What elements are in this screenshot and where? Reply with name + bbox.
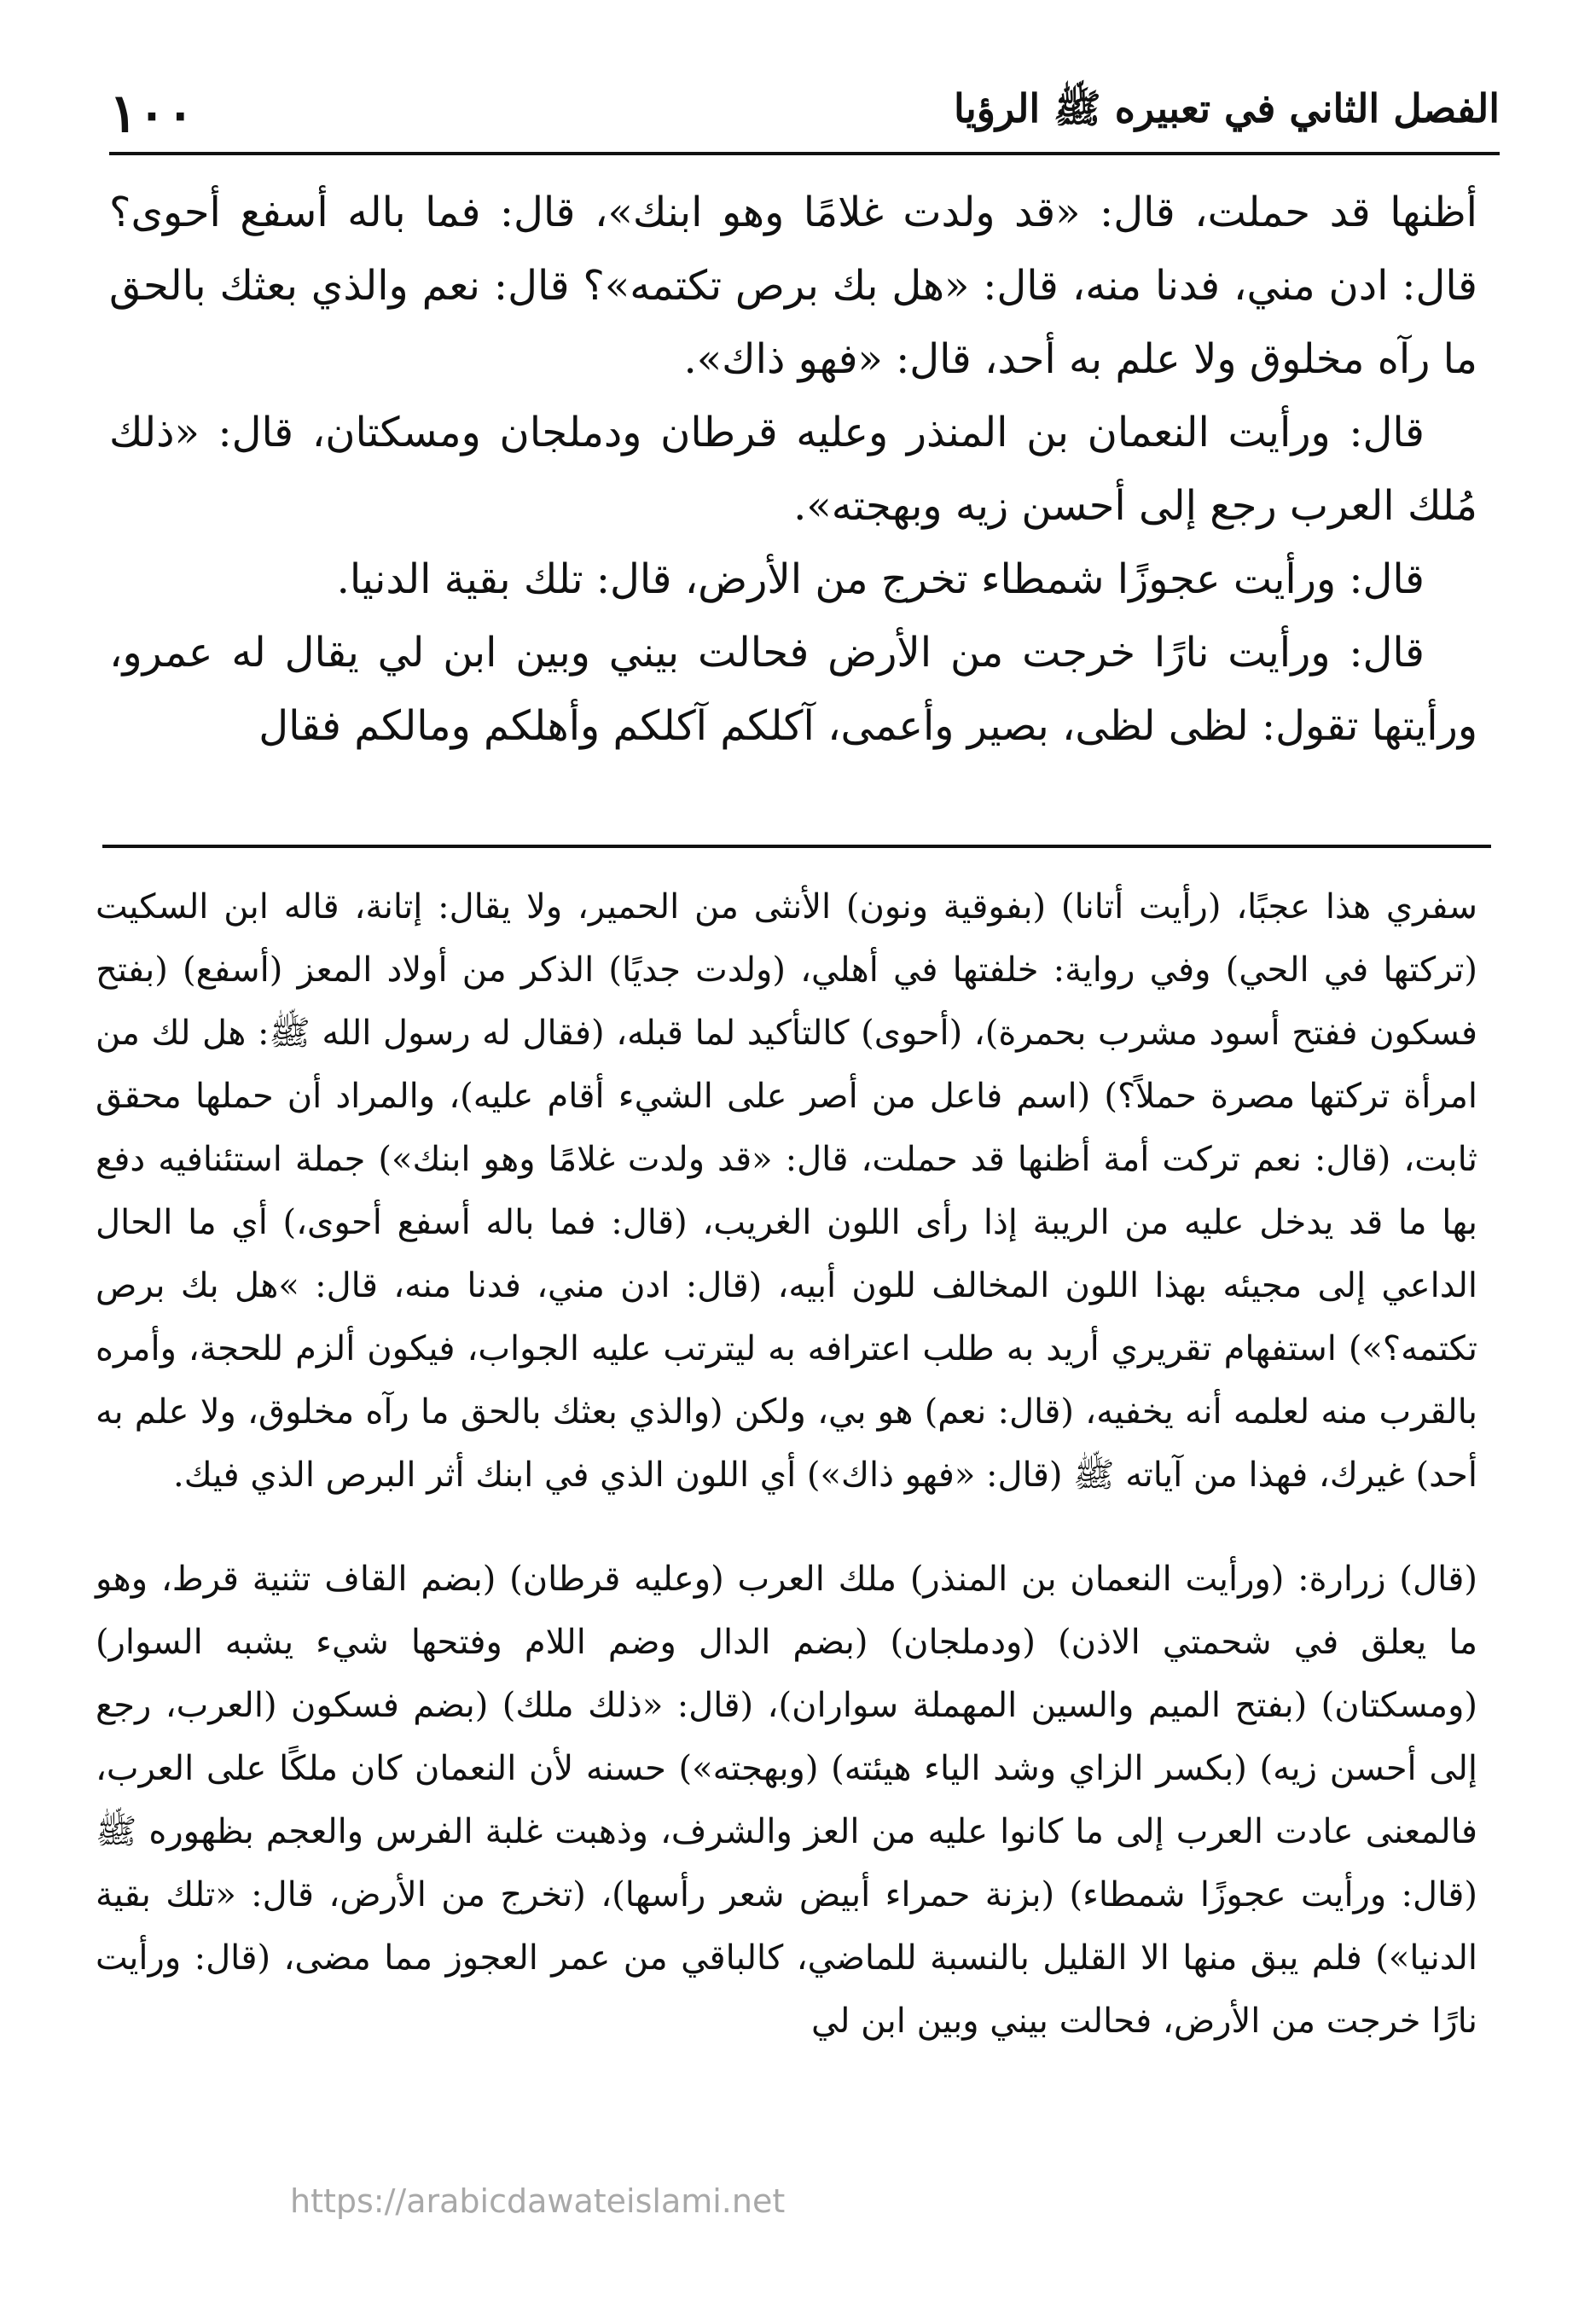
commentary-paragraph: (قال) زرارة: (ورأيت النعمان بن المنذر) ملك العرب (وعليه قرطان) (بضم القاف تثنية قرط، وهو ما يعلق في شحمتي الاذن) (ودملجان) (بضم الدال وضم اللام وفتحها شيء يشبه السوار) (ومسكتان) (بفتح الميم والسين المهملة سواران)، (قال: «ذلك ملك) (بضم فسكون (العرب، رجع إلى أحسن زيه) (بكسر الزاي وشد الياء هيئته) (وبهجته») حسنه لأن النعمان كان ملكًا على العرب، فالمعنى عادت العرب إلى ما كانوا عليه من العز والشرف، وذهبت غلبة الفرس والعجم بظهوره ﷺ (قال: ورأيت عجوزًا شمطاء) (بزنة حمراء أبيض شعر رأسها)، (تخرج من الأرض، قال: «تلك بقية الدنيا») فلم يبق منها الا القليل بالنسبة للماضي، كالباقي من عمر العجوز مما مضى، (قال: ورأيت نارًا خرجت من الأرض، فحالت بيني وبين ابن لي: [96, 1560, 1478, 2041]
main-paragraph: قال: ورأيت عجوزًا شمطاء تخرج من الأرض، قال: تلك بقية الدنيا.: [336, 555, 1425, 603]
running-title: الفصل الثاني في تعبيره ﷺ الرؤيا: [953, 84, 1500, 131]
commentary-text: [96, 875, 1477, 2189]
main-paragraph: قال: ورأيت النعمان بن المنذر وعليه قرطان ودملجان ومسكتان، قال: «ذلك مُلك العرب رجع إلى أحسن زيه وبهجته».: [109, 409, 1477, 530]
main-paragraph: قال: ورأيت نارًا خرجت من الأرض فحالت بيني وبين ابن لي يقال له عمرو، ورأيتها تقول: لظى لظى، بصير وأعمى، آكلكم آكلكم وأهلكم ومالكم فقال: [109, 629, 1477, 750]
commentary-paragraph: سفري هذا عجبًا، (رأيت أتانا) (بفوقية ونون) الأنثى من الحمير، ولا يقال: إتانة، قاله ابن السكيت (تركتها في الحي) وفي رواية: خلفتها في أهلي، (ولدت جديًا) الذكر من أولاد المعز (أسفع) (بفتح فسكون ففتح أسود مشرب بحمرة)، (أحوى) كالتأكيد لما قبله، (فقال له رسول الله ﷺ: هل لك من امرأة تركتها مصرة حملاً؟) (اسم فاعل من أصر على الشيء أقام عليه)، والمراد أن حملها محقق ثابت، (قال: نعم تركت أمة أظنها قد حملت، قال: «قد ولدت غلامًا وهو ابنك») جملة استئنافيه دفع بها ما قد يدخل عليه من الريبة إذا رأى اللون الغريب، (قال: فما باله أسفع أحوى،) أي ما الحال الداعي إلى مجيئه بهذا اللون المخالف للون أبيه، (قال: ادن مني، فدنا منه، قال: »هل بك برص تكتمه؟») استفهام تقريري أريد به طلب اعترافه به ليترتب عليه الجواب، فيكون ألزم للحجة، وأمره بالقرب منه لعلمه أنه يخفيه، (قال: نعم) هو بي، ولكن (والذي بعثك بالحق ما رآه مخلوق، ولا علم به أحد) غيرك، فهذا من آياته ﷺ (قال: «فهو ذاك») أي اللون الذي في ابنك أثر البرص الذي فيك.: [96, 887, 1477, 1495]
watermark-url: https://arabicdawateislami.net: [290, 2182, 786, 2220]
main-text: [109, 176, 1477, 833]
page-number: ١٠٠: [109, 81, 194, 144]
section-divider: [102, 845, 1491, 848]
main-paragraph: أظنها قد حملت، قال: «قد ولدت غلامًا وهو ابنك»، قال: فما باله أسفع أحوى؟ قال: ادن مني، فدنا منه، قال: «هل بك برص تكتمه»؟ قال: نعم والذي بعثك بالحق ما رآه مخلوق ولا علم به أحد، قال: «فهو ذاك».: [109, 189, 1477, 383]
page-header: [109, 73, 1500, 155]
